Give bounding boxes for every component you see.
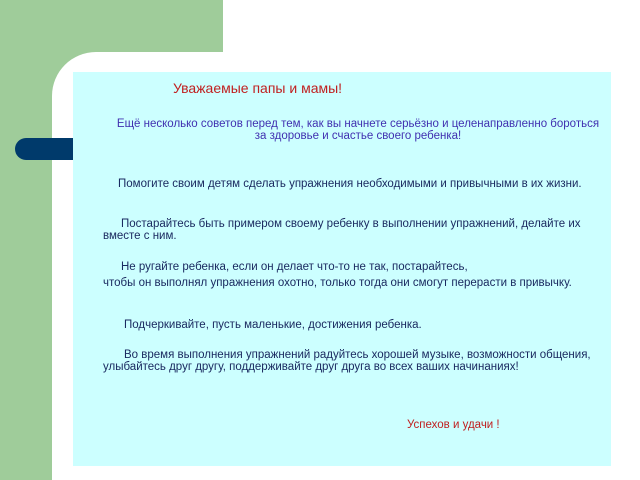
navy-tab-decoration: [15, 138, 73, 160]
advice-text-box: [73, 72, 611, 466]
closing-wish: Успехов и удачи !: [407, 419, 500, 431]
slide-title: Уважаемые папы и мамы!: [173, 80, 343, 96]
advice-paragraph: Не ругайте ребенка, если он делает что-то не так, постарайтесь,: [121, 261, 468, 273]
intro-text: Ещё несколько советов перед тем, как вы начнете серьёзно и целенаправленно бороться за здоровье и счастье своего ребенка!: [116, 118, 600, 142]
advice-paragraph: Во время выполнения упражнений радуйтесь хорошей музыке, возможности общения, улыбайтесь друг другу, поддерживайте друг друга во всех ваших начинаниях!: [103, 349, 591, 373]
advice-paragraph: Подчеркивайте, пусть маленькие, достижения ребенка.: [124, 319, 422, 331]
advice-paragraph: Постарайтесь быть примером своему ребенку в выполнении упражнений, делайте их вместе с ним.: [103, 218, 581, 242]
advice-paragraph: Помогите своим детям сделать упражнения необходимыми и привычными в их жизни.: [118, 178, 582, 190]
advice-paragraph: чтобы он выполнял упражнения охотно, только тогда они смогут перерасти в привычку.: [103, 277, 572, 289]
